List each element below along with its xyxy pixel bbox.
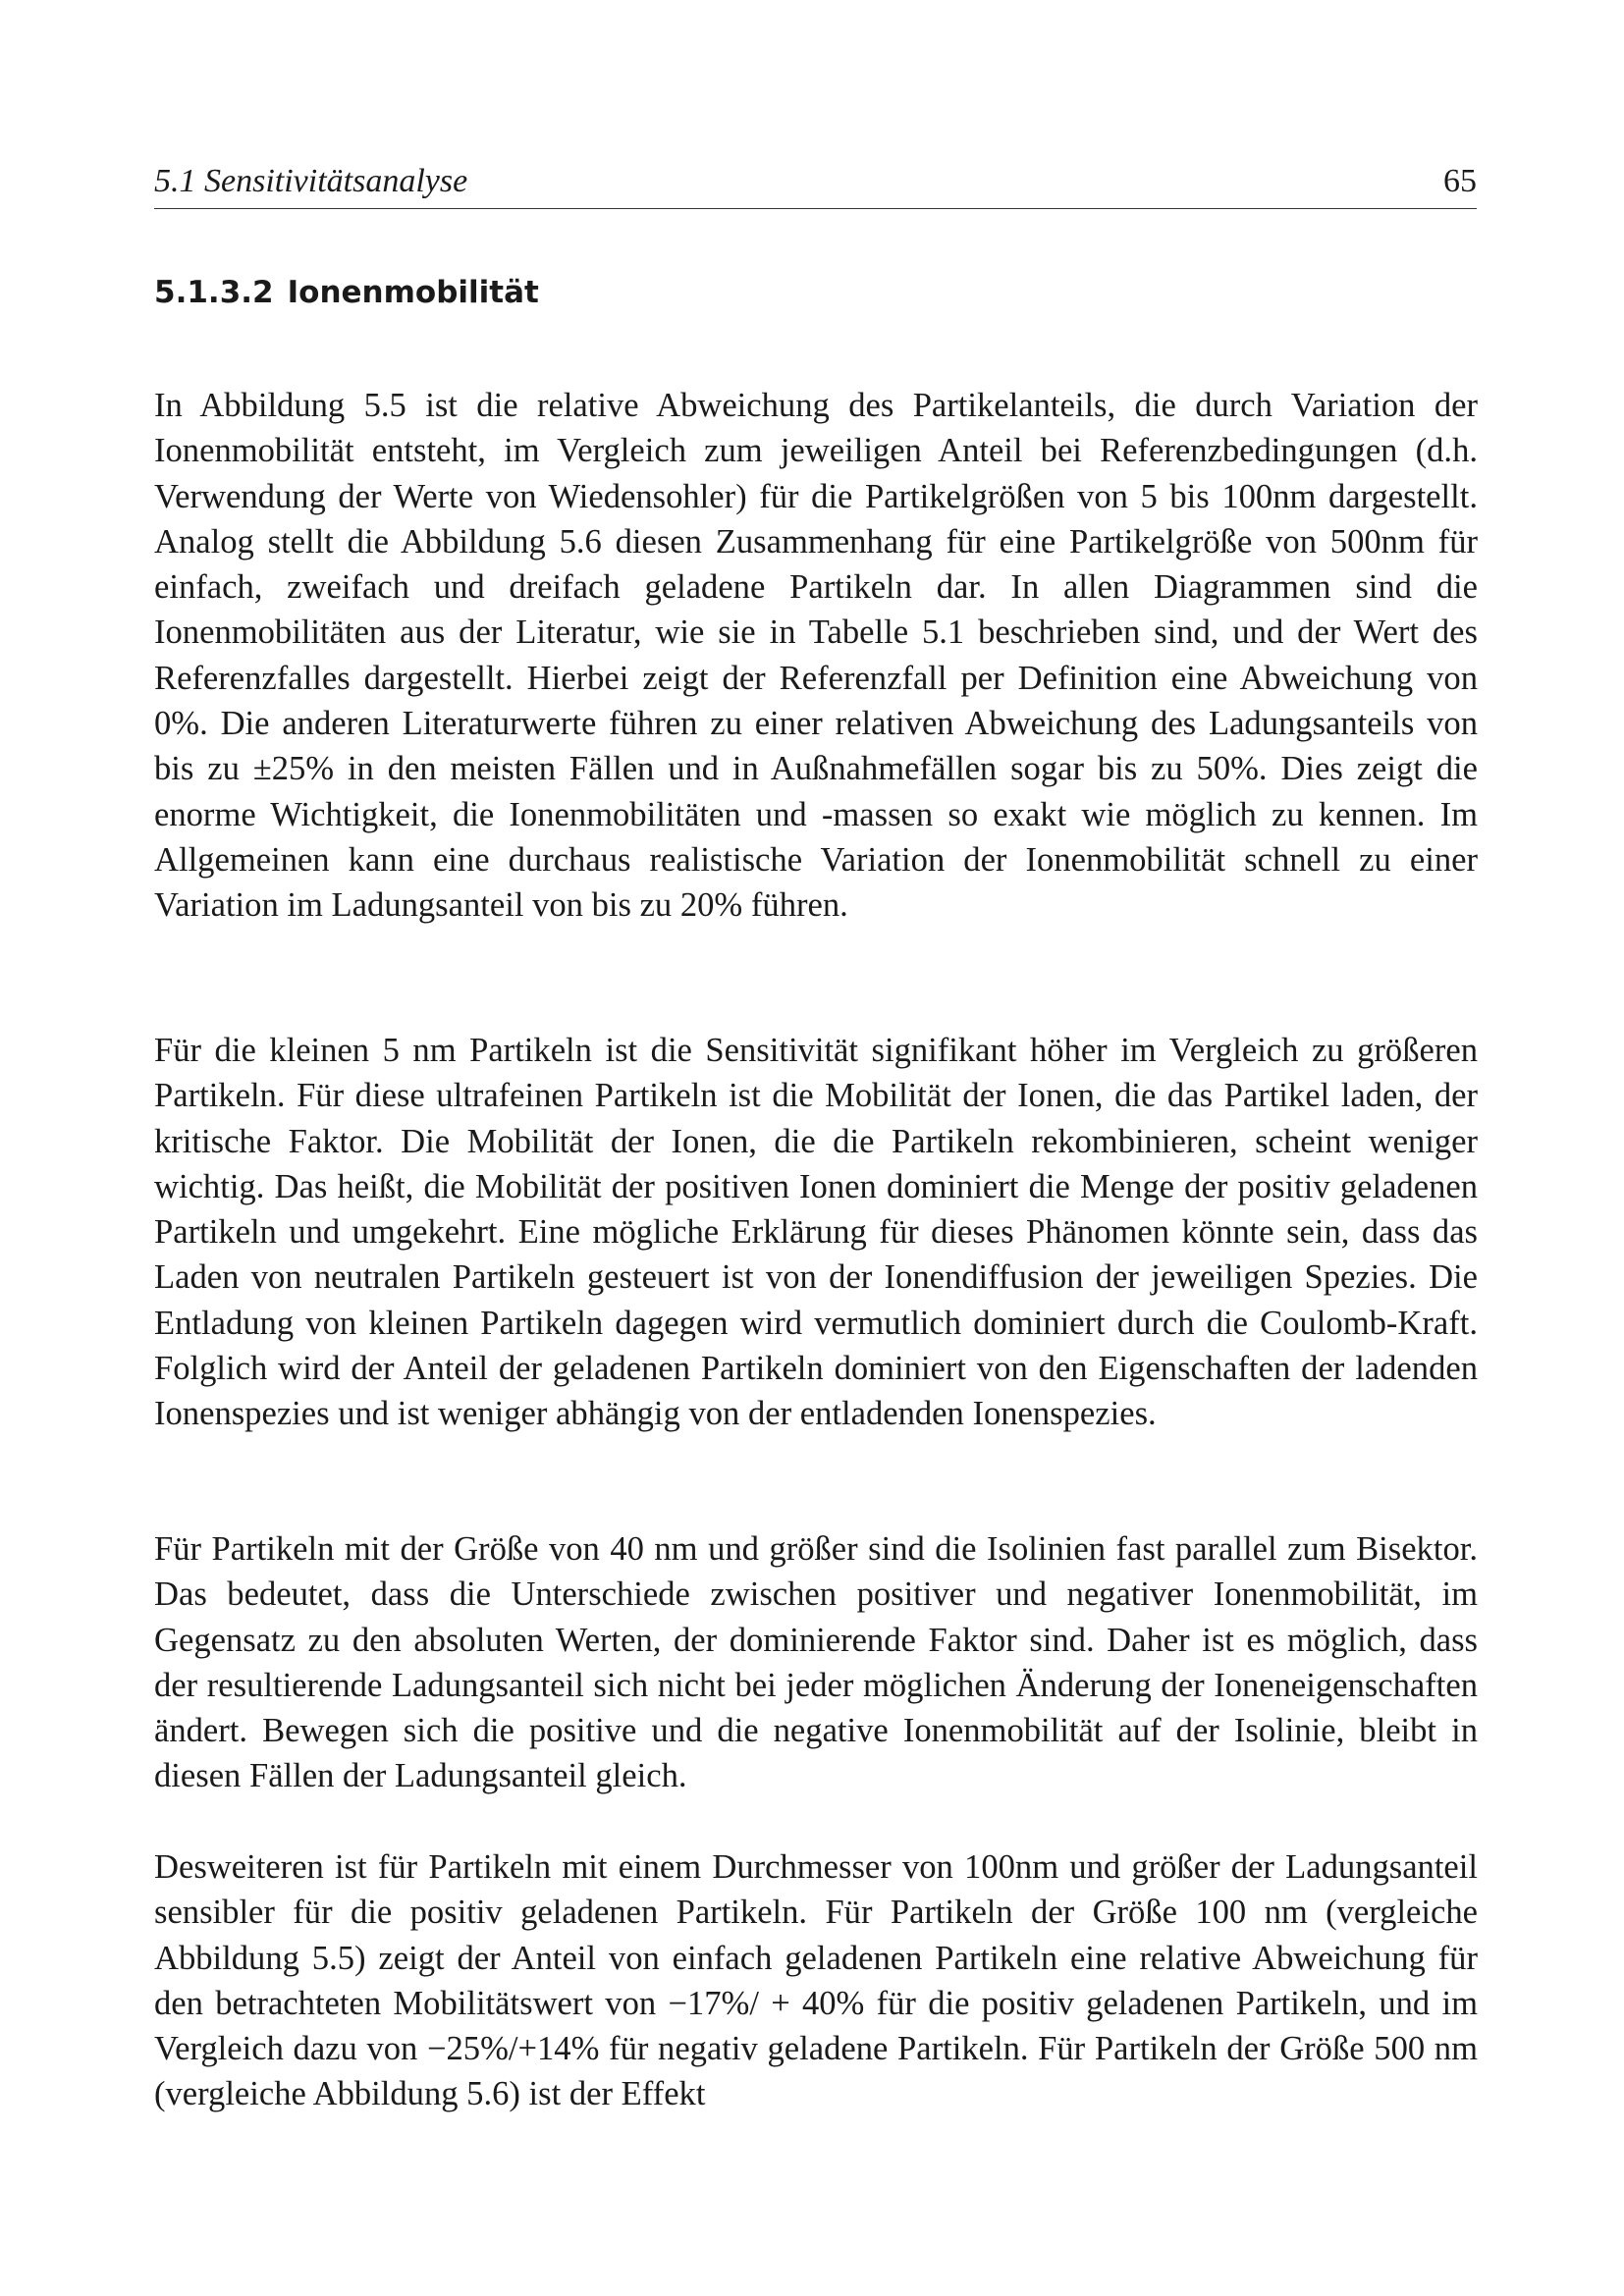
section-number: 5.1.3.2 (154, 275, 274, 310)
section-heading (154, 275, 539, 310)
page-number: 65 (1443, 163, 1477, 199)
paragraph-1: In Abbildung 5.5 ist die relative Abweichung des Partikelanteils, die durch Variation der Ionenmobilität entsteht, im Vergleich zum jeweiligen Anteil bei Referenzbedingungen (d.h. Verwendung der Werte von Wiedensohler) für die Partikelgrößen von 5 bis 100nm dargestellt. Analog stellt die Abbildung 5.6 diesen Zusammenhang für eine Partikelgröße von 500nm für einfach, zweifach und dreifach geladene Partikeln dar. In allen Diagrammen sind die Ionenmobilitäten aus der Literatur, wie sie in Tabelle 5.1 beschrieben sind, und der Wert des Referenzfalles dargestellt. Hierbei zeigt der Referenzfall per Definition eine Abweichung von 0%. Die anderen Literaturwerte führen zu einer relativen Abweichung des Ladungsanteils von bis zu ±25% in den meisten Fällen und in Außnahmefällen sogar bis zu 50%. Dies zeigt die enorme Wichtigkeit, die Ionenmobilitäten und -massen so exakt wie möglich zu kennen. Im Allgemeinen kann eine durchaus realistische Variation der Ionenmobilität schnell zu einer Variation im Ladungsanteil von bis zu 20% führen. (154, 387, 1478, 925)
running-header (154, 157, 1477, 209)
section-title: Ionenmobilität (287, 275, 539, 310)
paragraph-2: Für die kleinen 5 nm Partikeln ist die Sensitivität signifikant höher im Vergleich zu größeren Partikeln. Für diese ultrafeinen Partikeln ist die Mobilität der Ionen, die das Partikel laden, der kritische Faktor. Die Mobilität der Ionen, die die Partikeln rekombinieren, scheint weniger wichtig. Das heißt, die Mobilität der positiven Ionen dominiert die Menge der positiv geladenen Partikeln und umgekehrt. Eine mögliche Erklärung für dieses Phänomen könnte sein, dass das Laden von neutralen Partikeln gesteuert ist von der Ionendiffusion der jeweiligen Spezies. Die Entladung von kleinen Partikeln dagegen wird vermutlich dominiert durch die Coulomb-Kraft. Folglich wird der Anteil der geladenen Partikeln dominiert von den Eigenschaften der ladenden Ionenspezies und ist weniger abhängig von der entladenden Ionenspezies. (154, 1032, 1478, 1433)
paragraph-4: Desweiteren ist für Partikeln mit einem Durchmesser von 100nm und größer der Ladungsanteil sensibler für die positiv geladenen Partikeln. Für Partikeln der Größe 100 nm (vergleiche Abbildung 5.5) zeigt der Anteil von einfach geladenen Partikeln eine relative Abweichung für den betrachteten Mobilitätswert von −17%/ + 40% für die positiv geladenen Partikeln, und im Vergleich dazu von −25%/+14% für negativ geladene Partikeln. Für Partikeln der Größe 500 nm (vergleiche Abbildung 5.6) ist der Effekt (154, 1848, 1478, 2113)
running-header-section-title: 5.1 Sensitivitätsanalyse (154, 163, 468, 199)
paragraph-3: Für Partikeln mit der Größe von 40 nm und größer sind die Isolinien fast parallel zum Bisektor. Das bedeutet, dass die Unterschiede zwischen positiver und negativer Ionenmobilität, im Gegensatz zu den absoluten Werten, der dominierende Faktor sind. Daher ist es möglich, dass der resultierende Ladungsanteil sich nicht bei jeder möglichen Änderung der Ioneneigenschaften ändert. Bewegen sich die positive und die negative Ionenmobilität auf der Isolinie, bleibt in diesen Fällen der Ladungsanteil gleich. (154, 1530, 1478, 1795)
